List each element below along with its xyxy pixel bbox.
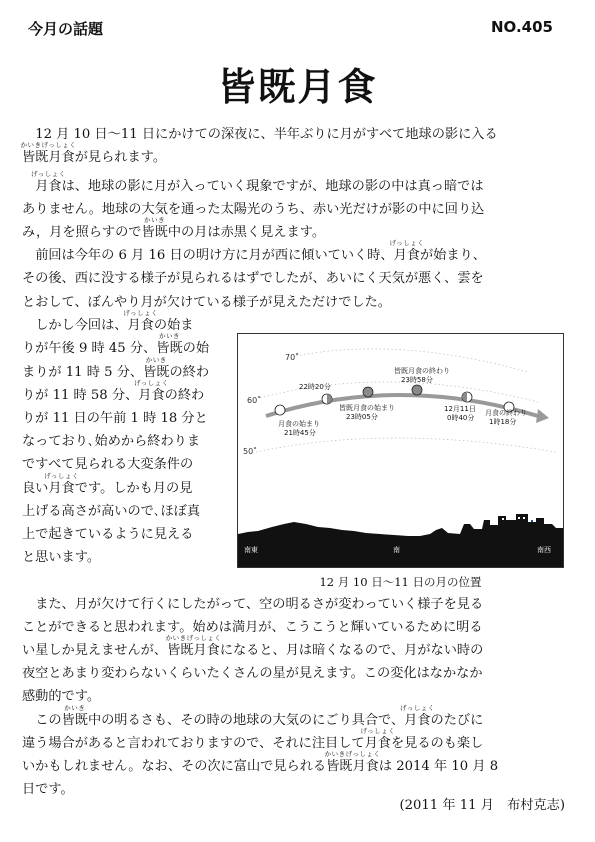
text-line: ありません。地球の大気を通った太陽光のうち、赤い光だけが影の中に回り込 [22, 201, 485, 217]
event-time: 0時40分 [447, 414, 475, 422]
author-signature: (2011 年 11 月 布村克志) [399, 798, 565, 813]
event-label: 12月11日 [444, 405, 476, 413]
text-line: 良い月食 げっしょく です。しかも月の見 [22, 471, 193, 496]
text-line: まりが 11 時 5 分、皆既 かいき の終わ [22, 355, 210, 380]
text-line: 上げる高さが高いので､ほぼ真 [22, 503, 201, 519]
text-line: ですべて見られる大変条件の [22, 457, 194, 473]
moon-totality-end [412, 385, 422, 395]
ruby-term: 月食 げっしょく [134, 378, 169, 403]
furigana: かいき [158, 332, 180, 341]
text-line: りが午後 9 時 45 分、皆既 かいき の始 [22, 332, 210, 357]
paragraph-6 [22, 703, 574, 799]
furigana: げっしょく [44, 471, 79, 480]
page-title: 皆既月食 [217, 65, 378, 109]
issue-number: NO.405 [491, 18, 553, 36]
ruby-term: 皆既 かいき [61, 703, 88, 728]
paragraph-4 [22, 309, 244, 567]
text-line: 違う場合があると言われておりますので、それに注目して月食 げっしょく を見るのも楽し [22, 726, 484, 751]
furigana: げっしょく [134, 378, 169, 387]
ruby-term: 皆既月食 かいきげっしょく [20, 141, 77, 166]
text-line: しかし今回は、月食 げっしょく の始ま [35, 309, 194, 334]
text-line: 前回は今年の 6 月 16 日の明け方に月が西に傾いていく時、月食 げっしょく が始まり、 [35, 239, 486, 264]
text-line: 夜空とあまり変わらないくらいたくさんの星が見えます。この変化はなかなか [22, 666, 483, 682]
direction-southeast: 南東 [244, 546, 258, 554]
ruby-term: 月食 げっしょく [360, 726, 396, 751]
ruby-term: 月食 げっしょく [44, 471, 79, 496]
furigana: かいき [64, 703, 86, 712]
event-label: 皆既月食の終わり [394, 367, 450, 375]
event-time: 1時18分 [489, 418, 517, 426]
moon-partial-2 [462, 392, 472, 402]
furigana: げっしょく [360, 726, 396, 735]
moon-totality-start [363, 387, 373, 397]
ruby-term: 皆既 かいき [143, 355, 170, 380]
altitude-label-50: 50˚ [243, 447, 258, 456]
direction-south: 南 [393, 546, 400, 554]
altitude-label-60: 60˚ [247, 396, 262, 405]
event-time: 23時05分 [346, 413, 378, 421]
furigana: かいき [145, 355, 167, 364]
direction-southwest: 南西 [537, 546, 551, 554]
furigana: げっしょく [400, 703, 435, 712]
paragraph-3 [22, 239, 574, 312]
furigana: かいきげっしょく [20, 141, 77, 150]
text-line: み，月を照らすので皆既 かいき 中の月は赤黒く見えます。 [22, 215, 326, 240]
furigana: かいきげっしょく [165, 633, 222, 642]
column-label: 今月の話題 [28, 20, 104, 38]
event-label: 月食の終わり [485, 409, 527, 417]
text-line: とおして、ぼんやり月が欠けている様子が見えただけでした。 [22, 294, 391, 310]
text-line: 感動的です。 [22, 689, 101, 705]
paragraph-2 [22, 169, 574, 242]
text-line: また、月が欠けて行くにしたがって、空の明るさが変わっていく様子を見る [35, 596, 484, 612]
ruby-term: 皆既 かいき [141, 215, 168, 240]
paragraph-1 [22, 126, 574, 167]
ruby-term: 月食 げっしょく [400, 703, 435, 728]
furigana: げっしょく [31, 169, 66, 178]
moon-partial-1 [322, 394, 332, 404]
event-label: 月食の始まり [278, 420, 320, 428]
paragraph-5 [22, 590, 574, 706]
eclipse-diagram [237, 333, 564, 568]
ruby-term: 皆既月食 かいきげっしょく [324, 749, 381, 774]
text-line: と思います。 [22, 550, 101, 566]
event-label: 皆既月食の始まり [339, 404, 395, 412]
furigana: げっしょく [389, 239, 425, 248]
text-line: 上で起きているように見える [22, 526, 194, 542]
figure-caption: 12 月 10 日～11 日の月の位置 [319, 575, 482, 589]
furigana: かいきげっしょく [324, 749, 381, 758]
furigana: かいき [144, 215, 166, 224]
moon-eclipse-start [275, 405, 285, 415]
text-line: その後、西に没する様子が見られるはずでしたが、あいにく天気が悪く、雲を [22, 271, 484, 287]
altitude-line-50 [256, 438, 556, 452]
text-line: 日です。 [22, 782, 74, 798]
event-time: 21時45分 [284, 429, 316, 437]
ground-silhouette [238, 514, 563, 567]
text-line: 月食 げっしょく は、地球の影に月が入っていく現象ですが、地球の影の中は真っ暗では [31, 169, 484, 194]
text-line: なっており､始めから終わりま [22, 434, 201, 450]
text-line: 12 月 10 日～11 日にかけての深夜に、半年ぶりに月がすべて地球の影に入る [35, 127, 498, 142]
text-line: い星しか見えませんが、皆既月食 かいきげっしょく になると、月は暗くなるので、月がない時の [22, 633, 484, 658]
event-time: 23時58分 [401, 376, 433, 384]
ruby-term: 月食 げっしょく [389, 239, 425, 264]
text-line: りが 11 時 58 分、月食 げっしょく の終わ [22, 378, 205, 403]
text-line: ことができると思われます。始めは満月が、こうこうと輝いているために明る [22, 619, 483, 635]
ruby-term: 皆既月食 かいきげっしょく [165, 633, 222, 658]
altitude-label-70: 70˚ [285, 353, 300, 362]
arrow-head [536, 409, 549, 423]
event-time: 22時20分 [299, 383, 331, 391]
text-line: いかもしれません。なお、その次に富山で見られる皆既月食 かいきげっしょく は 2014 年 10 月 8 [22, 749, 499, 774]
ruby-term: 皆既 かいき [156, 332, 183, 357]
furigana: げっしょく [123, 309, 159, 318]
text-line: りが 11 日の午前 1 時 18 分と [22, 410, 208, 426]
ruby-term: 月食 げっしょく [31, 169, 66, 194]
text-line: この皆既 かいき 中の明るさも、その時の地球の大気のにごり具合で、月食 げっしょく のたびに [35, 703, 484, 728]
ruby-term: 月食 げっしょく [123, 309, 159, 334]
text-line: 皆既月食 かいきげっしょく が見られます。 [20, 141, 167, 166]
